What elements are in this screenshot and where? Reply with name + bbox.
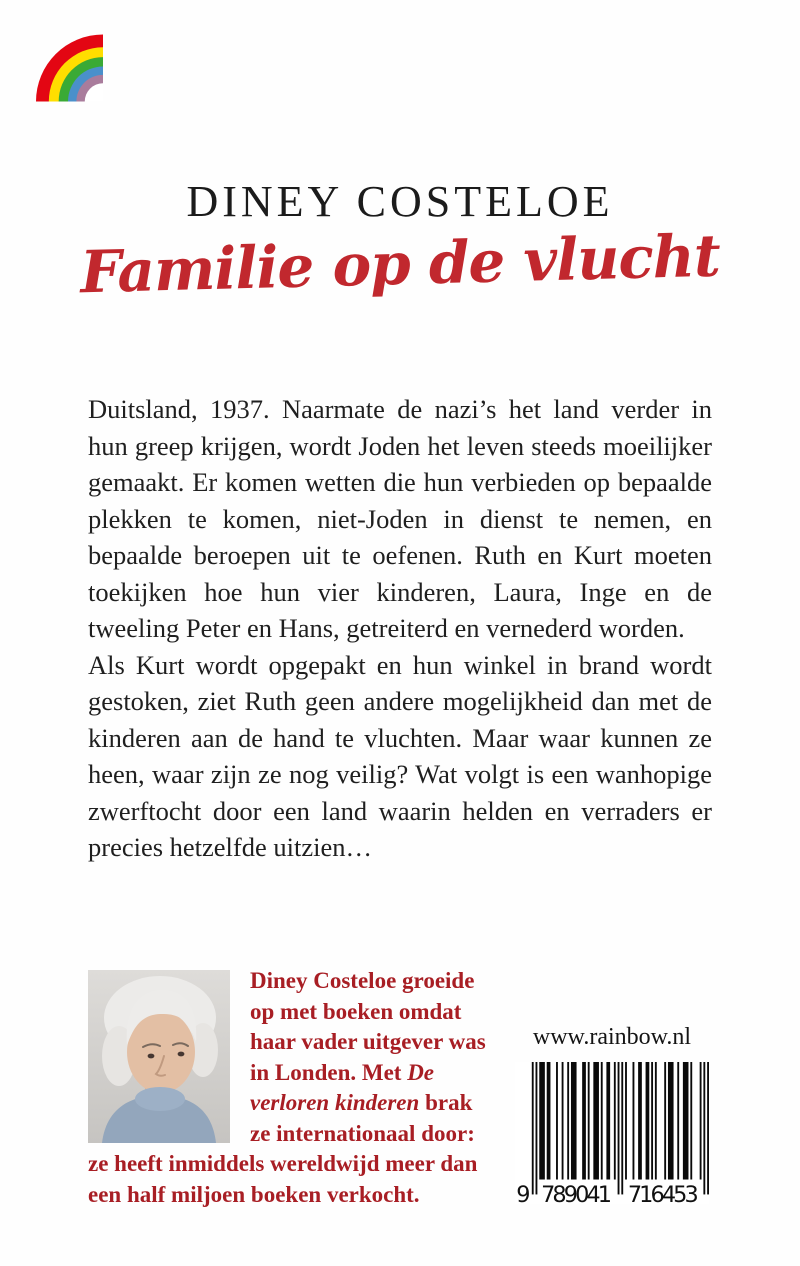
barcode-svg [515, 1062, 709, 1204]
barcode [515, 1062, 709, 1204]
barcode-bars [532, 1062, 709, 1194]
synopsis [88, 391, 712, 866]
barcode-digit-system: 9 [516, 1181, 531, 1204]
synopsis-paragraph-2: Als Kurt wordt opgepakt en hun winkel in brand wordt gestoken, ziet Ruth geen andere mogelijkheid dan met de kinderen aan de hand te vluchten. Maar waar kunnen ze heen, waar zijn ze nog veilig? Wat volgt is een wanhopige zwerftocht door een land waarin helden en verraders er precies hetzelfde uitzien… [88, 649, 712, 862]
bio-text-part2: brak ze internationaal door: ze heeft inmiddels wereldwijd meer dan een half miljoen boeken verkocht. [88, 1090, 478, 1207]
author-name: DINEY COSTELOE [186, 177, 614, 226]
author-bio [88, 966, 496, 1210]
bio-book-title-mention: De verloren kinderen [250, 1059, 435, 1115]
eye-right [178, 1052, 185, 1057]
bio-text-part1: Diney Costeloe groeide op met boeken omdat haar vader uitgever was in Londen. Met [250, 968, 486, 1085]
barcode-digits-left: 789041 [541, 1181, 612, 1204]
turtleneck-collar [135, 1087, 185, 1111]
author-photo [88, 970, 230, 1143]
eye-left [148, 1054, 155, 1059]
rainbow-logo-icon [36, 33, 103, 103]
barcode-digits-right: 716453 [627, 1181, 699, 1204]
publisher-website: www.rainbow.nl [532, 1024, 692, 1050]
book-title: Familie op de vlucht [79, 221, 721, 307]
synopsis-paragraph-1: Duitsland, 1937. Naarmate de nazi’s het land verder in hun greep krijgen, wordt Joden het leven steeds moeilijker gemaakt. Er komen wetten die hun verbieden op bepaalde plekken te komen, niet-Joden in dienst te nemen, en bepaalde beroepen uit te oefenen. Ruth en Kurt moeten toekijken hoe hun vier kinderen, Laura, Inge en de tweeling Peter en Hans, getreiterd en vernederd worden. [88, 394, 712, 643]
